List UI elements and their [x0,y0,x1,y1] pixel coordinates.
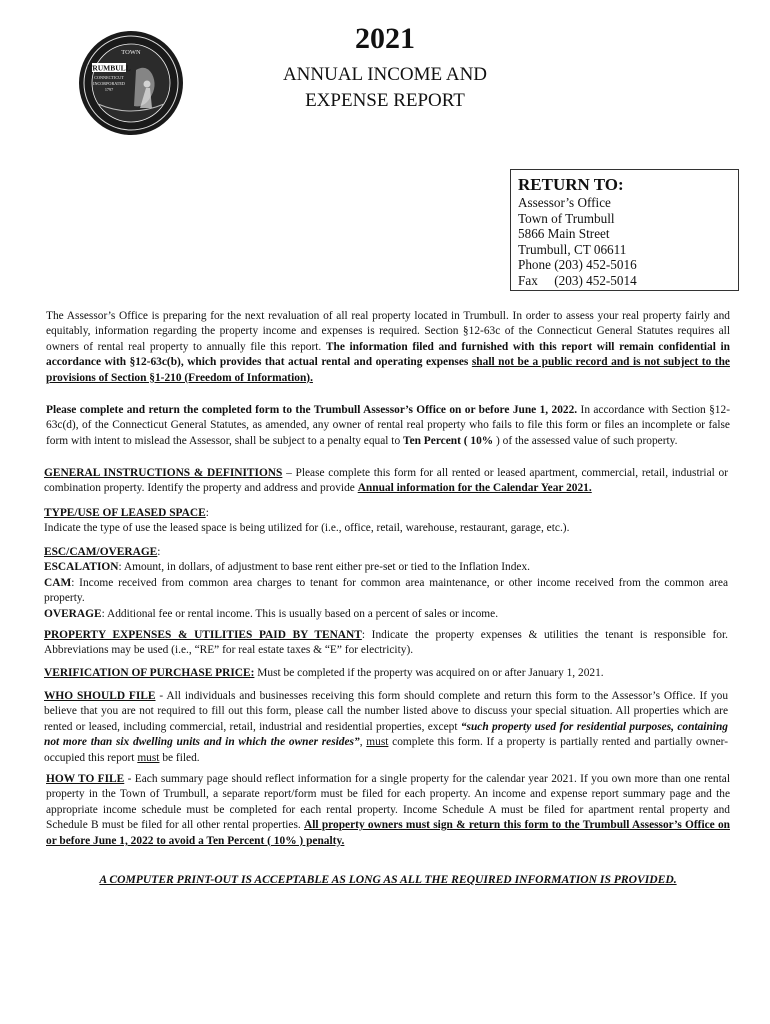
who-exception: “such property used for residential purposes, containing not more than six dwelling units and in which the owner resides” [44,720,728,749]
general-instructions [44,466,728,497]
who-text: - All individuals and businesses receiving this form should complete and return this form to the Assessor’s Office. If you believe that you are not required to fill out this form, please call the number listed above to discuss your special situation. All properties which are rented or leased, including commercial, retail, industrial and residential properties, except [44,690,729,733]
seal-sub1: CONNECTICUT [94,75,124,80]
report-year: 2021 [355,22,415,55]
cam-label: CAM [44,576,72,589]
return-city: Trumbull, CT 06611 [518,241,627,257]
return-office: Assessor’s Office [518,195,611,210]
escalation-label: ESCALATION [44,561,119,574]
esc-colon: : [157,546,161,558]
expenses-text: : Indicate the property expenses & utilities the tenant is responsible for. Abbreviations may be used (i.e., “RE” for real estate taxes & “E” for electricity). [44,629,728,657]
how-to-file-section [46,772,730,849]
intro-text: The Assessor’s Office is preparing for the next revaluation of all real property located in Trumbull. In order to assess your real property fairly and equitably, information regarding the property income and expenses is required. Section §12-63c of the Connecticut General Statutes requires all owners of rental real property to annually file this report. [46,310,730,353]
type-use-colon: : [205,507,209,519]
deadline-text-end: ) of the assessed value of such property. [496,434,678,447]
verification-heading: VERIFICATION OF PURCHASE PRICE: [44,667,255,679]
type-use-heading: TYPE/USE OF LEASED SPACE [44,507,206,519]
return-fax: Fax (203) 452-5014 [518,272,637,288]
who-heading: WHO SHOULD FILE [44,690,156,702]
who-text4: be filed. [159,751,200,764]
type-use-section [44,506,728,537]
who-must1: must [366,736,389,749]
who-should-file-section [44,689,728,766]
deadline-text: In accordance with Section §12-63c(d), of the Connecticut General Statutes, as amended, any owner of rental real property who fails to file this form or files an incomplete or false form with intent to mislead the Assessor, shall be subject to a penalty equal to [46,404,730,447]
verification-section [44,666,728,681]
seal-name: TRUMBULL [87,63,131,73]
escalation-text: : Amount, in dollars, of adjustment to base rent either pre-set or tied to the Inflation Index. [118,561,531,574]
expenses-heading: PROPERTY EXPENSES & UTILITIES PAID BY TENANT [44,629,362,641]
deadline-statement: Please complete and return the completed form to the Trumbull Assessor’s Office on or before June 1, 2022. [46,404,578,416]
verification-text: Must be completed if the property was acquired on or after January 1, 2021. [254,667,604,679]
seal-sub2: INCORPORATED [93,81,125,86]
how-emphasis: All property owners must sign & return this form to the Trumbull Assessor’s Office on or before June 1, 2022 to avoid a Ten Percent ( 10% ) penalty. [46,819,730,847]
who-must2: must [137,751,160,764]
deadline-paragraph [46,403,730,449]
seal-ring-text: TOWN [121,49,141,56]
return-phone: Phone (203) 452-5016 [518,257,637,273]
who-text3: complete this form. If a property is partially rented and partially owner-occupied this report [44,736,728,764]
esc-cam-overage-section [44,545,728,622]
how-text: - Each summary page should reflect information for a single property for the calendar year 2021. If you own more than one rental property in the Town of Trumbull, a separate report/form must be filed for each property. An income and expense report summary page and the appropriate income schedule must be completed for each rental property. Income Schedule A must be filed for apartment rental property and Schedule B must be filed for all other rental properties. [46,773,731,832]
report-title-line2: EXPENSE REPORT [305,90,465,111]
cam-text: : Income received from common area charges to tenant for common area maintenance, or other income received from the common area property. [44,576,728,605]
town-seal-logo [78,30,184,136]
penalty-amount: Ten Percent ( 10% [403,434,497,447]
intro-confidential: The information filed and furnished with this report will remain confidential in accordance with §12-63c(b), which provides that actual rental and operating expenses [46,340,730,369]
overage-label: OVERAGE [44,607,102,620]
return-street: 5866 Main Street [518,226,610,242]
return-address-box [510,169,739,291]
esc-heading: ESC/CAM/OVERAGE [44,546,158,558]
how-heading: HOW TO FILE [46,773,125,785]
who-text2: , [359,736,367,749]
return-town: Town of Trumbull [518,210,615,226]
intro-not-public: shall not be a public record and is not subject to the provisions of Section §1-210 (Freedom of Information). [46,356,730,384]
general-heading: GENERAL INSTRUCTIONS & DEFINITIONS [44,467,283,479]
type-use-text: Indicate the type of use the leased space is being utilized for (i.e., office, retail, warehouse, restaurant, garage, etc.). [44,522,570,535]
footer-note: A COMPUTER PRINT-OUT IS ACCEPTABLE AS LONG AS ALL THE REQUIRED INFORMATION IS PROVIDED. [99,873,677,886]
intro-paragraph [46,309,730,386]
expenses-section [44,628,728,659]
return-heading: RETURN TO: [518,175,624,194]
general-text: – Please complete this form for all rented or leased apartment, commercial, retail, industrial or combination property. Identify the property and address and provide [44,467,728,495]
seal-years: 1797 [104,87,114,92]
report-title-line1: ANNUAL INCOME AND [282,64,488,85]
overage-text: : Additional fee or rental income. This is usually based on a percent of sales or income. [101,607,499,620]
general-emphasis: Annual information for the Calendar Year 2021. [357,482,592,495]
